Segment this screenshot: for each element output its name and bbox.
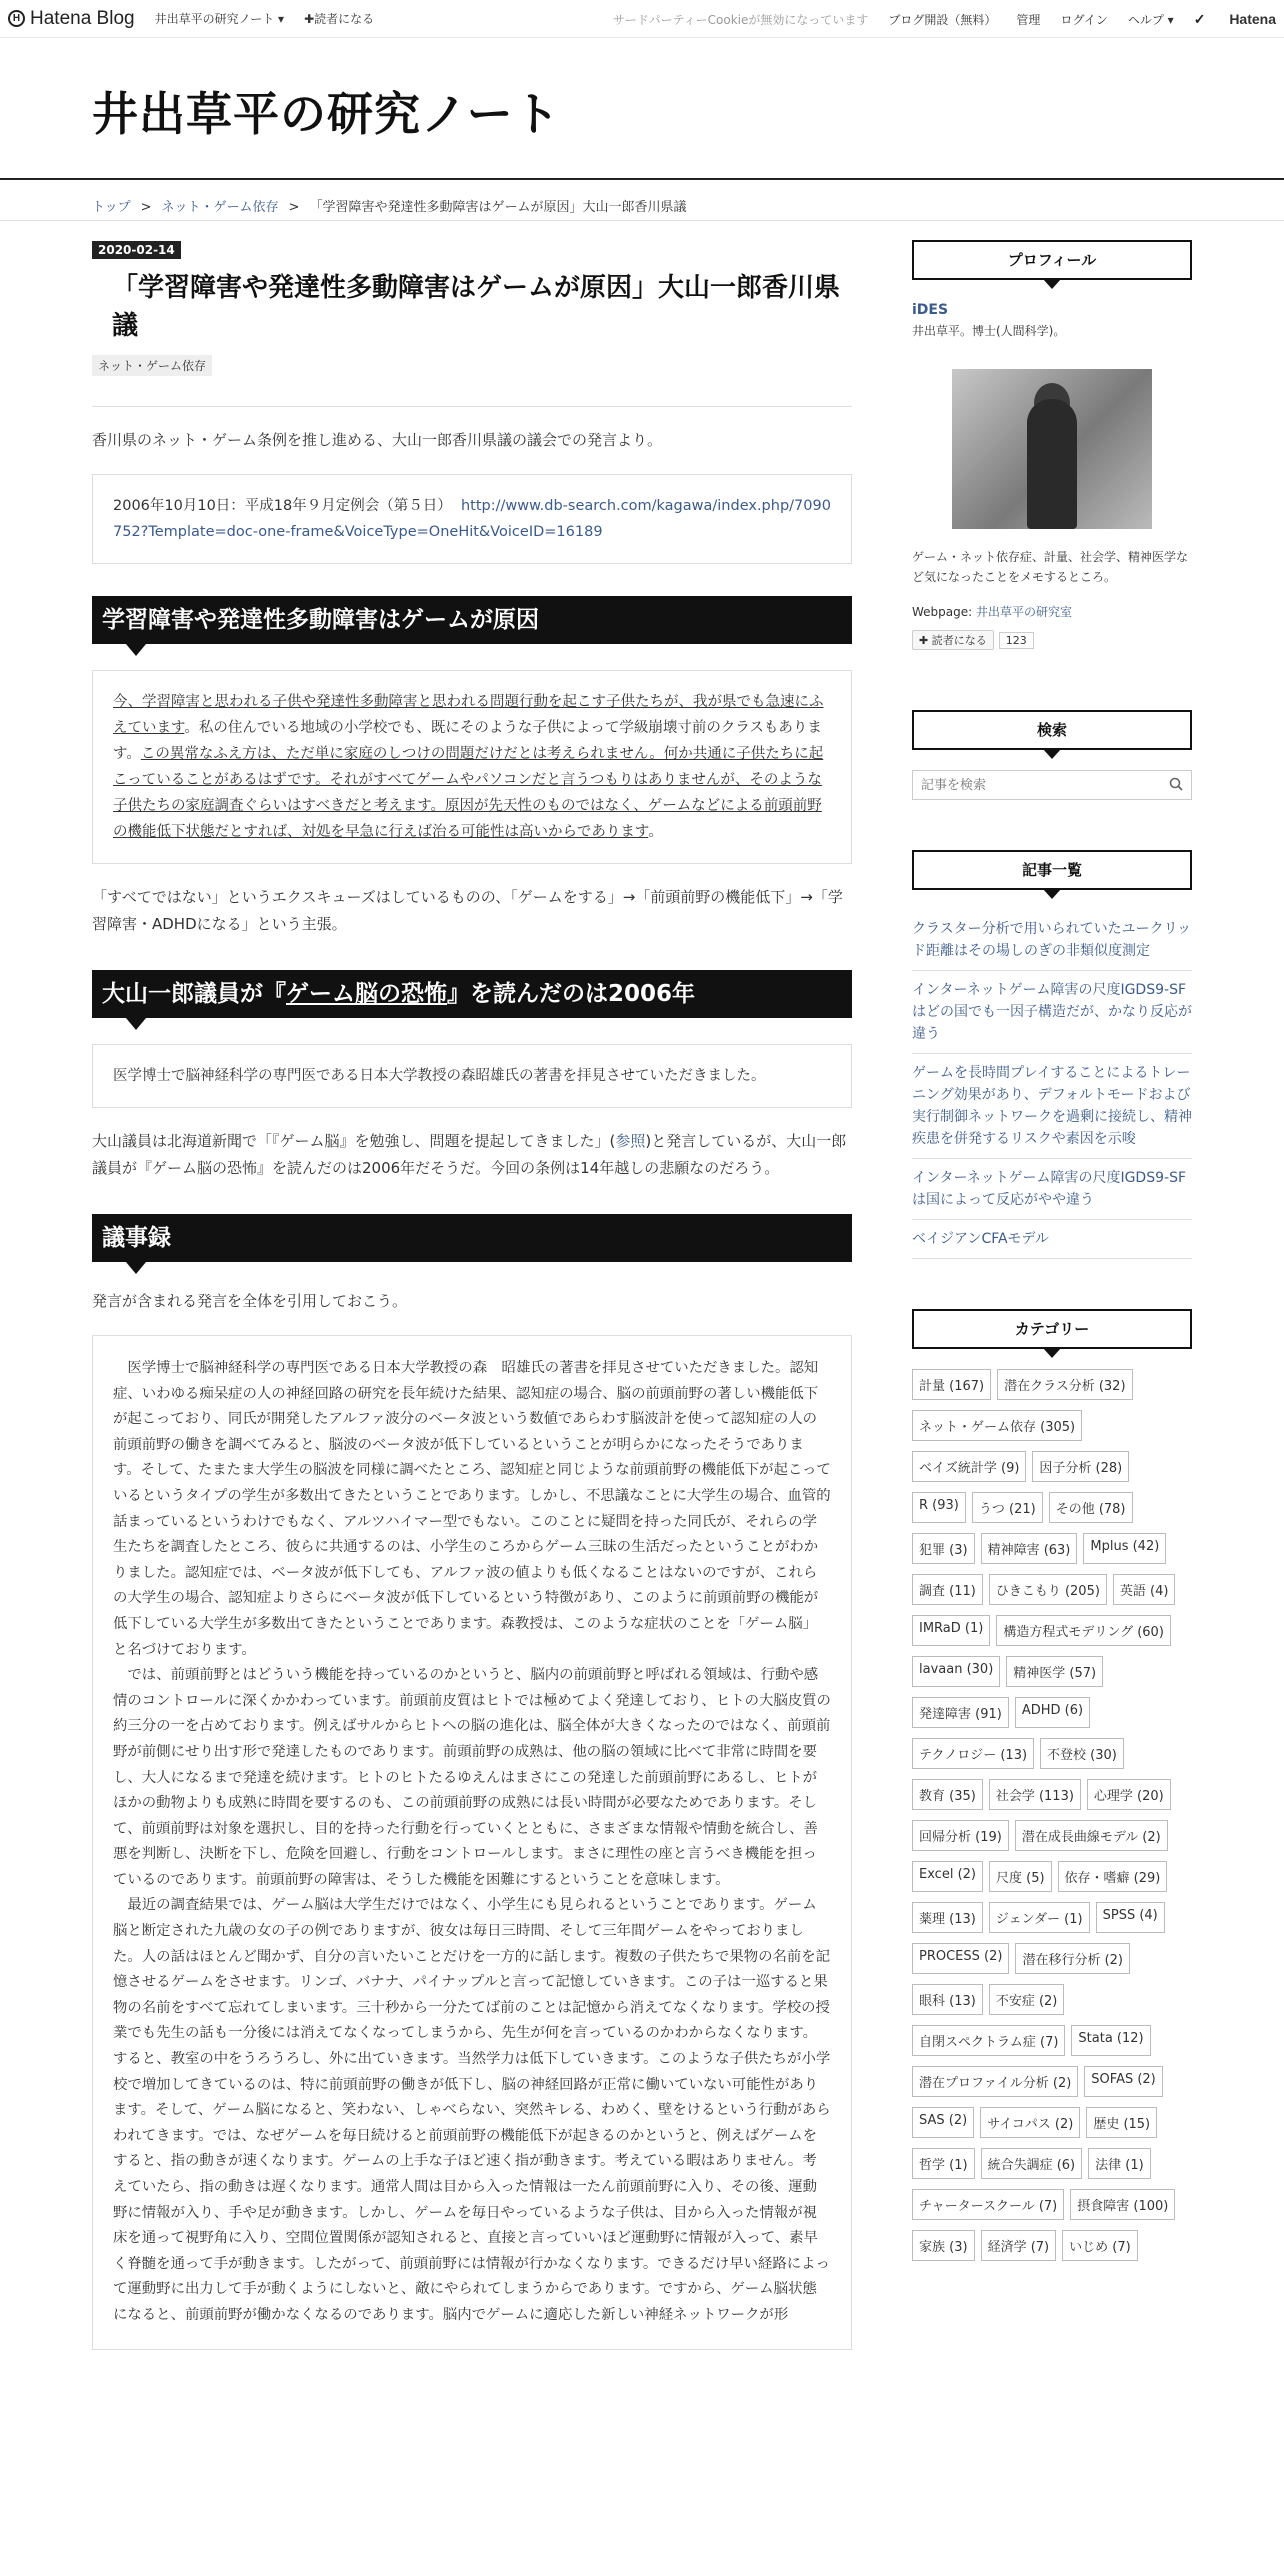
h2-suffix: 』を読んだのは2006年 [447, 981, 696, 1007]
logo-text: Hatena Blog [30, 7, 135, 29]
global-header [0, 0, 1284, 38]
category-list [912, 1369, 1192, 2271]
login-link[interactable]: ログイン [1060, 12, 1108, 27]
recent-item[interactable]: ベイジアンCFAモデル [912, 1220, 1192, 1259]
webpage-link[interactable]: 井出草平の研究室 [976, 605, 1073, 619]
category-tag[interactable]: 家族 (3) [912, 2230, 975, 2261]
subscribe-link[interactable]: ✚読者になる [304, 12, 375, 26]
category-tag[interactable]: 経済学 (7) [981, 2230, 1057, 2261]
blog-menu[interactable]: 井出草平の研究ノート ▾ [154, 12, 285, 26]
entry-category[interactable]: ネット・ゲーム依存 [92, 355, 212, 376]
heading-game-brain [92, 970, 852, 1018]
category-tag[interactable]: いじめ (7) [1062, 2230, 1138, 2261]
category-tag[interactable]: 計量 (167) [912, 1369, 991, 1400]
profile-name-link[interactable]: iDES [912, 302, 949, 318]
category-tag[interactable]: 尺度 (5) [989, 1861, 1052, 1892]
cookie-notice: サードパーティーCookieが無効になっています [612, 12, 869, 27]
category-tag[interactable]: PROCESS (2) [912, 1943, 1009, 1974]
hatena-logo[interactable]: ✓ Hatena [1193, 10, 1276, 27]
category-tag[interactable]: SAS (2) [912, 2107, 974, 2138]
quote1-text-1: 。私の住んでいる地域の小学校でも、既にそのような子供によって学級崩壊寸前のクラスもあります。 [113, 720, 822, 762]
category-tag[interactable]: 薬理 (13) [912, 1902, 983, 1933]
category-tag[interactable]: 発達障害 (91) [912, 1697, 1009, 1728]
article [92, 240, 852, 2350]
minutes-paragraph: では、前頭前野とはどういう機能を持っているのかというと、脳内の前頭前野と呼ばれる領域は、行動や感情のコントロールに深くかかわっています。前頭前皮質はヒトでは極めてよく発達しており、ヒトの大脳皮質の約三分の一を占めております。例えばサルからヒトへの脳の進化は、脳全体が大きくなったのではなく、前頭前野が前側にせり出す形で発達したものであります。前頭前野の成熟は、他の脳の領域に比べて非常に時間を要し、大人になるまで発達を続けます。ヒトのヒトたるゆえんはまさにこの発達した前頭前野にあるし、ヒトがほかの動物よりも成熟に時間を要するのも、この前頭前野の成熟には長い時間が必要なためであります。そして、前頭前野は対象を選択し、目的を持った行動を行っていくとともに、さまざまな情報や情動を統合し、善悪を判断し、決断を下し、危険を回避し、行動をコントロールします。まさに理性の座と言うべき機能を担っているのであります。前頭前野の障害は、そうした機能を困難にするということを意味します。 [113, 1667, 831, 1888]
quote1-underlined-2: この異常なふえ方は、ただ単に家庭のしつけの問題だけだとは考えられません。何か共通に子供たちに起こっていることがあるはずです。それがすべてゲームやパソコンだと言うつもりはありませんが、そのような子供たちの家庭調査ぐらいはすべきだと考えます。原因が先天性のものではなく、ゲームなどによる前頭前野の機能低下状態だとすれば、対処を早急に行えば治る可能性は高いからであります [113, 746, 824, 840]
category-tag[interactable]: 潜在プロファイル分析 (2) [912, 2066, 1078, 2097]
category-tag[interactable]: ADHD (6) [1015, 1697, 1090, 1728]
category-tag[interactable]: Stata (12) [1071, 2025, 1150, 2056]
category-tag[interactable]: 精神医学 (57) [1006, 1656, 1103, 1687]
category-tag[interactable]: 自閉スペクトラム症 (7) [912, 2025, 1065, 2056]
search-input[interactable] [913, 771, 1153, 799]
profile-photo [952, 369, 1152, 529]
comment2-a: 大山議員は北海道新聞で「『ゲーム脳』を勉強し、問題を提起してきました」( [92, 1132, 616, 1150]
intro-paragraph: 香川県のネット・ゲーム条例を推し進める、大山一郎香川県議の議会での発言より。 [92, 431, 663, 449]
category-tag[interactable]: 因子分析 (28) [1032, 1451, 1129, 1482]
category-tag[interactable]: ひきこもり (205) [989, 1574, 1107, 1605]
category-tag[interactable]: 潜在成長曲線モデル (2) [1015, 1820, 1168, 1851]
blog-title[interactable]: 井出草平の研究ノート [92, 87, 561, 141]
entry-title[interactable]: 「学習障害や発達性多動障害はゲームが原因」大山一郎香川県議 [112, 273, 841, 341]
categories-title: カテゴリー [912, 1309, 1192, 1349]
subscribe-button[interactable]: ✚ 読者になる [912, 630, 994, 650]
category-tag[interactable]: 眼科 (13) [912, 1984, 983, 2015]
category-tag[interactable]: lavaan (30) [912, 1656, 1000, 1687]
sidebar [912, 240, 1192, 2271]
comment-3: 発言が含まれる発言を全体を引用しておこう。 [92, 1292, 408, 1310]
recent-item[interactable]: ゲームを長時間プレイすることによるトレーニング効果があり、デフォルトモードおよび実行制御ネットワークを過剰に接続し、精神疾患を併発するリスクや素因を示唆 [912, 1054, 1192, 1159]
breadcrumb-top[interactable]: トップ [92, 200, 131, 215]
category-tag[interactable]: うつ (21) [972, 1492, 1043, 1523]
game-brain-book-link[interactable]: ゲーム脳の恐怖 [286, 981, 447, 1007]
hatena-logo-icon: H [8, 10, 25, 27]
profile-title: プロフィール [912, 240, 1192, 280]
search-box [912, 770, 1192, 800]
source-quote [92, 474, 852, 564]
category-tag[interactable]: 哲学 (1) [912, 2148, 975, 2179]
breadcrumb-current: 「学習障害や発達性多動障害はゲームが原因」大山一郎香川県議 [309, 200, 687, 215]
category-tag[interactable]: 回帰分析 (19) [912, 1820, 1009, 1851]
search-icon[interactable] [1169, 777, 1183, 791]
category-tag[interactable]: 犯罪 (3) [912, 1533, 975, 1564]
comment2-b: )と発言しているが、大山一郎議員が『ゲーム脳の恐怖』を読んだのは2006年だそうだ。今回の条例は14年越しの悲願なのだろう。 [92, 1132, 847, 1177]
h2-prefix: 大山一郎議員が『 [102, 981, 286, 1007]
admin-link[interactable]: 管理 [1016, 12, 1041, 27]
category-tag[interactable]: SPSS (4) [1096, 1902, 1165, 1933]
category-tag[interactable]: 潜在移行分析 (2) [1015, 1943, 1130, 1974]
quote-mori: 医学博士で脳神経科学の専門医である日本大学教授の森昭雄氏の著書を拝見させていただきました。 [92, 1044, 852, 1108]
comment-1: 「すべてではない」というエクスキューズはしているものの、「ゲームをする」→「前頭前野の機能低下」→「学習障害・ADHDになる」という主張。 [92, 888, 843, 933]
category-tag[interactable]: 潜在クラス分析 (32) [997, 1369, 1132, 1400]
quote-learning-disability [92, 670, 852, 864]
category-tag[interactable]: 不登校 (30) [1040, 1738, 1124, 1769]
minutes-paragraph: 医学博士で脳神経科学の専門医である日本大学教授の森 昭雄氏の著書を拝見させていただきました。認知症、いわゆる痴呆症の人の神経回路の研究を長年続けた結果、認知症の場合、脳の前頭前野の著しい機能低下が起こっており、同氏が開発したアルファ波分のベータ波という数値であらわす脳波計を使って認知症の人の前頭前野の働きを調べてみると、脳波のベータ波が低下しているということが明らかになったそうであります。そして、たまたま大学生の脳波を同様に調べたところ、認知症と同じような前頭前野の機能低下が起こっているというタイプの学生が多数出てきたということであります。しかし、不思議なことに大学生の場合、血管的話まっているというわけでもなく、アルツハイマー型でもない。このことに疑問を持った同氏が、それらの学生たちを調査したところ、彼らに共通するのは、小学生のころからゲーム三昧の生活だったということがわかりました。認知症では、ベータ波が低下しても、アルファ波の値よりも低くなることはないのですが、これらの大学生の場合、認知症よりさらにベータ波が低下しているという特徴があり、このように前頭前野の機能が低下している大学生が多数出てきたということであります。森教授は、このような症状のことを「ゲーム脳」と名づけております。 [113, 1360, 831, 1658]
category-tag[interactable]: 統合失調症 (6) [981, 2148, 1083, 2179]
minutes-quote [92, 1335, 852, 2350]
category-tag[interactable]: テクノロジー (13) [912, 1738, 1034, 1769]
reference-link[interactable]: 参照 [615, 1132, 646, 1150]
category-tag[interactable]: 歴史 (15) [1086, 2107, 1157, 2138]
profile-webpage [912, 603, 1192, 620]
category-tag[interactable]: R (93) [912, 1492, 966, 1523]
profile-description: ゲーム・ネット依存症、計量、社会学、精神医学など気になったことをメモするところ。 [912, 550, 1189, 584]
category-tag[interactable]: Mplus (42) [1083, 1533, 1166, 1564]
profile-subtitle: 井出草平。博士(人間科学)。 [912, 324, 1066, 338]
recent-title: 記事一覧 [912, 850, 1192, 890]
category-tag[interactable]: IMRaD (1) [912, 1615, 990, 1646]
category-tag[interactable]: その他 (78) [1049, 1492, 1133, 1523]
category-tag[interactable]: サイコパス (2) [980, 2107, 1080, 2138]
help-menu[interactable]: ヘルプ ▾ [1127, 12, 1174, 27]
recent-list [912, 910, 1192, 1259]
recent-item[interactable]: インターネットゲーム障害の尺度IGDS9-SFは国によって反応がやや違う [912, 1159, 1192, 1220]
webpage-label: Webpage: [912, 605, 976, 619]
recent-item[interactable]: クラスター分析で用いられていたユークリッド距離はその場しのぎの非類似度測定 [912, 910, 1192, 971]
category-tag[interactable]: ジェンダー (1) [989, 1902, 1090, 1933]
heading-learning-disability: 学習障害や発達性多動障害はゲームが原因 [92, 596, 852, 644]
category-tag[interactable]: ベイズ統計学 (9) [912, 1451, 1026, 1482]
category-tag[interactable]: 精神障害 (63) [981, 1533, 1078, 1564]
heading-minutes: 議事録 [92, 1214, 852, 1262]
comment-2 [92, 1128, 852, 1182]
search-title: 検索 [912, 710, 1192, 750]
category-tag[interactable]: 社会学 (113) [989, 1779, 1081, 1810]
category-tag[interactable]: 依存・嗜癖 (29) [1058, 1861, 1168, 1892]
category-tag[interactable]: 摂食障害 (100) [1070, 2189, 1175, 2220]
category-tag[interactable]: チャータースクール (7) [912, 2189, 1064, 2220]
minutes-paragraph: 最近の調査結果では、ゲーム脳は大学生だけではなく、小学生にも見られるということであります。ゲーム脳と断定された九歳の女の子の例でありますが、彼女は毎日三時間、そして三年間ゲームをやっておりました。人の話はほとんど聞かず、自分の言いたいことだけを一方的に話します。複数の子供たちで果物の名前を記憶させるゲームをさせます。リンゴ、バナナ、パイナップルと言って記憶していきます。この子は一巡すると果物の名前をすべて忘れてしまいます。三十秒から一分たてば前のことは記憶から消えてなくなります。学校の授業でも先生の話も一分後には消えてなくなってしまうから、先生が何を言っているのかわからなくなります。すると、教室の中をうろうろし、外に出ていきます。当然学力は低下していきます。このような子供たちが小学校で増加してきているのは、特に前頭前野の働きが低下し、脳の神経回路が正常に働いていない可能性があります。そして、ゲーム脳になると、笑わない、しゃべらない、突然キレる、わめく、壁をけるという行動があらわれてきます。では、なぜゲームを毎日続けると前頭前野の機能低下が起きるのかというと、例えばゲームをすると、指の動きが速くなります。ゲームの上手な子ほど速く指が動きます。考えている暇はありません。考えていたら、指の動きは遅くなります。通常人間は目から入った情報は一たん前頭前野に入り、その後、運動野に情報が入り、手や足が動きます。しかし、ゲームを毎日やっているような子供は、目から入った情報が視床を通って視野角に入り、空間位置関係が認知されると、直接と言っていいほど運動野に情報が入って、素早く脊髄を通って手が動きます。したがって、前頭前野には情報が行かなくなります。できるだけ早い経路によって運動野に出力して手が動くようにしないと、敵にやられてしまうからであります。ですから、ゲーム脳状態になると、前頭前野が働かなくなるのであります。脳内でゲームに適応した新しい神経ネットワークが形 [113, 1897, 831, 2323]
hatena-text: Hatena [1229, 10, 1276, 27]
category-tag[interactable]: 不安症 (2) [989, 1984, 1065, 2015]
entry-date[interactable]: 2020-02-14 [92, 241, 181, 259]
source-date: 2006年10月10日：平成18年９月定例会（第５日） [113, 498, 452, 514]
breadcrumb-category[interactable]: ネット・ゲーム依存 [161, 200, 279, 215]
category-tag[interactable]: 構造方程式モデリング (60) [996, 1615, 1171, 1646]
blog-header [0, 38, 1284, 180]
category-tag[interactable]: 心理学 (20) [1087, 1779, 1171, 1810]
category-tag[interactable]: SOFAS (2) [1084, 2066, 1162, 2097]
recent-item[interactable]: インターネットゲーム障害の尺度IGDS9-SFはどの国でも一因子構造だが、かなり反応が違う [912, 971, 1192, 1054]
open-blog-link[interactable]: ブログ開設（無料） [888, 12, 997, 27]
category-tag[interactable]: Excel (2) [912, 1861, 983, 1892]
quote1-text-2: 。 [648, 824, 663, 840]
hatena-blog-logo[interactable] [8, 8, 135, 30]
quote1-underlined-1: 今、学習障害と思われる子供や発達性多動障害と思われる問題行動を起こす子供たちが、我が県でも急速にふえています [113, 694, 824, 736]
subscriber-count: 123 [999, 632, 1034, 649]
category-tag[interactable]: 英語 (4) [1113, 1574, 1176, 1605]
category-tag[interactable]: ネット・ゲーム依存 (305) [912, 1410, 1082, 1441]
category-tag[interactable]: 調査 (11) [912, 1574, 983, 1605]
category-tag[interactable]: 教育 (35) [912, 1779, 983, 1810]
breadcrumb: トップ > ネット・ゲーム依存 > 「学習障害や発達性多動障害はゲームが原因」大山一郎香川県議 [92, 200, 687, 215]
source-link[interactable]: http://www.db-search.com/kagawa/index.php/7090752?Template=doc-one-frame&VoiceType=OneHit&VoiceID=16189 [113, 498, 831, 540]
profile-name [912, 302, 1192, 318]
category-tag[interactable]: 法律 (1) [1088, 2148, 1151, 2179]
